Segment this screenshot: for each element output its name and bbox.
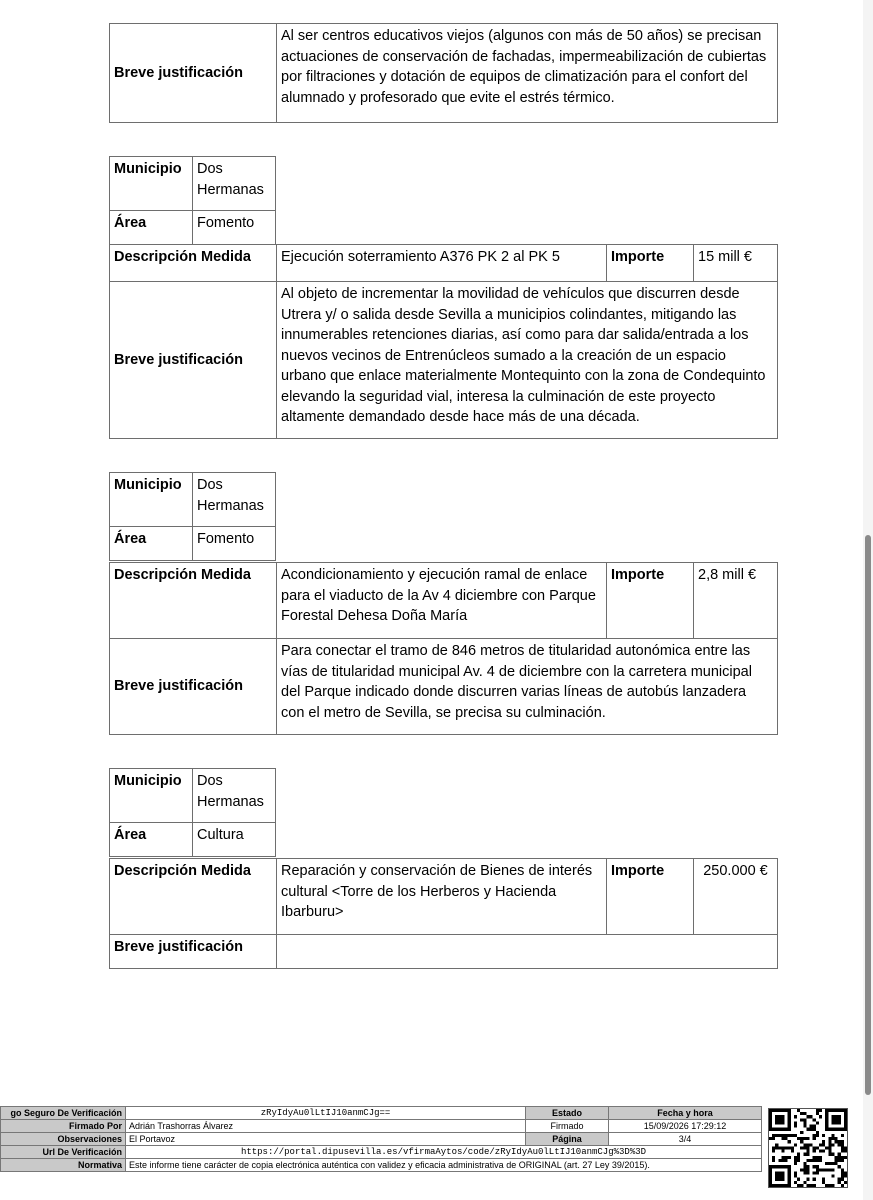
descripcion-value: Reparación y conservación de Bienes de interés cultural <Torre de los Herberos y Hacienda Ibarburu> [277, 859, 607, 935]
importe-value: 15 mill € [694, 245, 778, 282]
firmado-label: Firmado Por [1, 1120, 126, 1133]
scrollbar-thumb[interactable] [865, 535, 871, 1095]
codigo-value: zRyIdyAu0lLtIJ10anmCJg== [126, 1107, 526, 1120]
descripcion-label: Descripción Medida [110, 563, 277, 639]
municipio-label: Municipio [110, 769, 193, 823]
descripcion-value: Acondicionamiento y ejecución ramal de enlace para el viaducto de la Av 4 diciembre con Parque Forestal Dehesa Doña María [277, 563, 607, 639]
area-value: Fomento [193, 527, 276, 561]
normativa-value: Este informe tiene carácter de copia electrónica auténtica con validez y eficacia administrativa de ORIGINAL (art. 27 Ley 39/2015). [126, 1159, 762, 1172]
estado-value: Firmado [526, 1120, 609, 1133]
justification-label: Breve justificación [110, 24, 277, 123]
pagina-value: 3/4 [609, 1133, 762, 1146]
importe-value: 2,8 mill € [694, 563, 778, 639]
justification-text [277, 935, 778, 969]
medida-table-1 [109, 244, 778, 439]
area-label: Área [110, 527, 193, 561]
municipio-area-table-1 [109, 156, 276, 245]
fecha-label: Fecha y hora [609, 1107, 762, 1120]
area-label: Área [110, 211, 193, 245]
importe-label: Importe [607, 563, 694, 639]
medida-table-3 [109, 858, 778, 969]
pagina-label: Página [526, 1133, 609, 1146]
qr-code-icon [768, 1108, 848, 1188]
descripcion-label: Descripción Medida [110, 245, 277, 282]
municipio-label: Municipio [110, 473, 193, 527]
justification-label: Breve justificación [110, 282, 277, 439]
descripcion-label: Descripción Medida [110, 859, 277, 935]
observaciones-value: El Portavoz [126, 1133, 526, 1146]
top-justification-table [109, 23, 778, 123]
justification-text: Para conectar el tramo de 846 metros de titularidad autonómica entre las vías de titularidad municipal Av. 4 de diciembre con la carretera municipal del Parque indicado donde discurren varias líneas de autobús lanzadera con el metro de Sevilla, se precisa su culminación. [277, 639, 778, 735]
verification-url[interactable]: https://portal.dipusevilla.es/vfirmaAytos/code/zRyIdyAu0lLtIJ10anmCJg%3D%3D [126, 1146, 762, 1159]
municipio-value: Dos Hermanas [193, 473, 276, 527]
descripcion-value: Ejecución soterramiento A376 PK 2 al PK 5 [277, 245, 607, 282]
url-label: Url De Verificación [1, 1146, 126, 1159]
area-value: Cultura [193, 823, 276, 857]
justification-text: Al objeto de incrementar la movilidad de vehículos que discurren desde Utrera y/ o salida desde Sevilla a municipios colindantes, mitigando las innumerables retenciones diarias, así como para dar salida/entrada a los nuevos vecinos de Entrenúcleos sumado a la creación de un espacio urbano que enlace materialmente Montequinto con la zona de Condequinto elevando la seguridad vial, interesa la culminación de este proyecto altamente demandado desde hace más de una década. [277, 282, 778, 439]
area-label: Área [110, 823, 193, 857]
verification-footer [0, 1106, 762, 1172]
justification-label: Breve justificación [110, 935, 277, 969]
medida-table-2 [109, 562, 778, 735]
municipio-area-table-2 [109, 472, 276, 561]
observaciones-label: Observaciones [1, 1133, 126, 1146]
fecha-value: 15/09/2026 17:29:12 [609, 1120, 762, 1133]
firmado-value: Adrián Trashorras Álvarez [126, 1120, 526, 1133]
importe-label: Importe [607, 859, 694, 935]
area-value: Fomento [193, 211, 276, 245]
municipio-value: Dos Hermanas [193, 769, 276, 823]
municipio-label: Municipio [110, 157, 193, 211]
justification-text: Al ser centros educativos viejos (algunos con más de 50 años) se precisan actuaciones de conservación de fachadas, impermeabilización de cubiertas por filtraciones y dotación de equipos de climatización para el confort del alumnado y profesorado que evite el estrés térmico. [277, 24, 778, 123]
municipio-value: Dos Hermanas [193, 157, 276, 211]
municipio-area-table-3 [109, 768, 276, 857]
normativa-label: Normativa [1, 1159, 126, 1172]
justification-label: Breve justificación [110, 639, 277, 735]
codigo-label: go Seguro De Verificación [1, 1107, 126, 1120]
importe-label: Importe [607, 245, 694, 282]
importe-value: 250.000 € [694, 859, 778, 935]
estado-label: Estado [526, 1107, 609, 1120]
